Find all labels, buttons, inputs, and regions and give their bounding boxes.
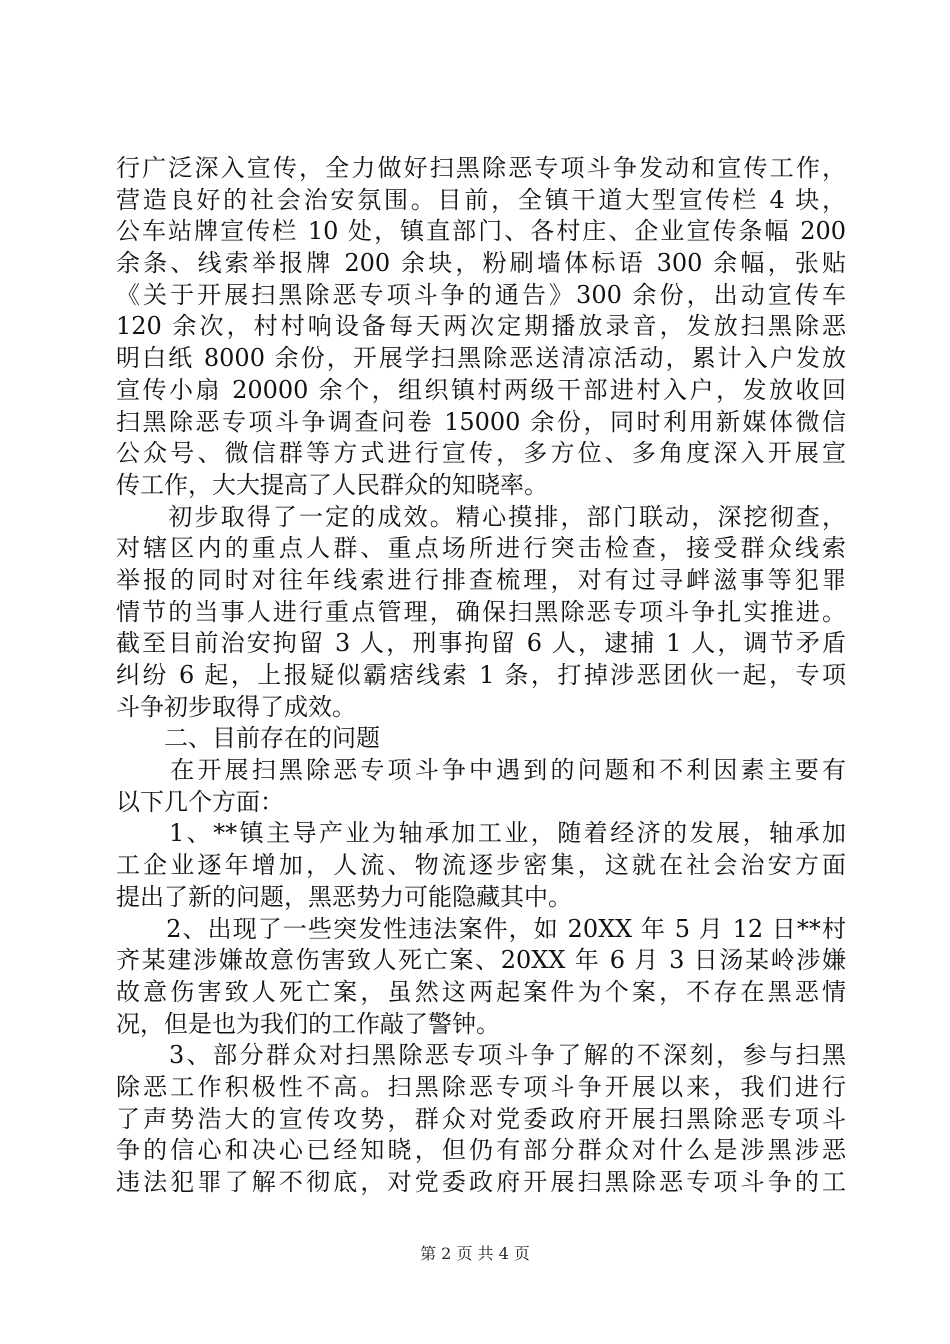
text-line: 1、**镇主导产业为轴承加工业，随着经济的发展，轴承加	[116, 819, 846, 848]
text-line: 以下几个方面：	[116, 787, 284, 816]
text-line: 传工作，大大提高了人民群众的知晓率。	[116, 470, 548, 499]
text-line: 违法犯罪了解不彻底，对党委政府开展扫黑除恶专项斗争的工	[116, 1168, 846, 1196]
text-line: 《关于开展扫黑除恶专项斗争的通告》300 余份，出动宣传车	[116, 280, 846, 309]
text-line: 争的信心和决心已经知晓，但仍有部分群众对什么是涉黑涉恶	[116, 1136, 846, 1165]
text-line: 况，但是也为我们的工作敲了警钟。	[116, 1009, 500, 1038]
text-line: 故意伤害致人死亡案，虽然这两起案件为个案，不存在黑恶情	[116, 977, 846, 1006]
text-line: 提出了新的问题，黑恶势力可能隐藏其中。	[116, 882, 572, 911]
text-line: 余条、线索举报牌 200 余块，粉刷墙体标语 300 余幅，张贴	[116, 249, 846, 278]
text-line: 纠纷 6 起，上报疑似霸痞线索 1 条，打掉涉恶团伙一起，专项	[116, 661, 846, 689]
text-line: 扫黑除恶专项斗争调查问卷 15000 余份，同时利用新媒体微信	[116, 407, 846, 436]
text-line: 2、出现了一些突发性违法案件，如 20XX 年 5 月 12 日**村	[116, 914, 846, 943]
text-line: 工企业逐年增加，人流、物流逐步密集，这就在社会治安方面	[116, 851, 846, 880]
text-line: 初步取得了一定的成效。精心摸排，部门联动，深挖彻查，	[116, 502, 846, 531]
text-line: 120 余次，村村响设备每天两次定期播放录音，发放扫黑除恶	[116, 312, 846, 341]
text-line: 了声势浩大的宣传攻势，群众对党委政府开展扫黑除恶专项斗	[116, 1104, 846, 1133]
text-line: 在开展扫黑除恶专项斗争中遇到的问题和不利因素主要有	[116, 756, 846, 785]
document-body	[116, 153, 846, 1199]
text-line: 举报的同时对往年线索进行排查梳理，对有过寻衅滋事等犯罪	[116, 565, 846, 594]
text-line: 对辖区内的重点人群、重点场所进行突击检查，接受群众线索	[116, 534, 846, 563]
text-line: 明白纸 8000 余份，开展学扫黑除恶送清凉活动，累计入户发放	[116, 344, 846, 373]
text-line: 除恶工作积极性不高。扫黑除恶专项斗争开展以来，我们进行	[116, 1072, 846, 1101]
text-line: 公众号、微信群等方式进行宣传，多方位、多角度深入开展宣	[116, 439, 846, 468]
text-line: 截至目前治安拘留 3 人，刑事拘留 6 人，逮捕 1 人，调节矛盾	[116, 629, 846, 658]
text-line: 宣传小扇 20000 余个，组织镇村两级干部进村入户，发放收回	[116, 375, 846, 404]
text-line: 3、部分群众对扫黑除恶专项斗争了解的不深刻，参与扫黑	[116, 1041, 846, 1070]
text-line: 营造良好的社会治安氛围。目前，全镇干道大型宣传栏 4 块，	[116, 185, 846, 214]
text-line: 二、目前存在的问题	[116, 724, 380, 753]
page-footer: 第 2 页 共 4 页	[420, 1244, 530, 1263]
text-line: 行广泛深入宣传，全力做好扫黑除恶专项斗争发动和宣传工作，	[116, 154, 846, 182]
text-line: 情节的当事人进行重点管理，确保扫黑除恶专项斗争扎实推进。	[116, 597, 846, 626]
text-line: 齐某建涉嫌故意伤害致人死亡案、20XX 年 6 月 3 日汤某岭涉嫌	[116, 946, 846, 975]
text-line: 斗争初步取得了成效。	[116, 692, 356, 721]
text-line: 公车站牌宣传栏 10 处，镇直部门、各村庄、企业宣传条幅 200	[116, 217, 846, 246]
